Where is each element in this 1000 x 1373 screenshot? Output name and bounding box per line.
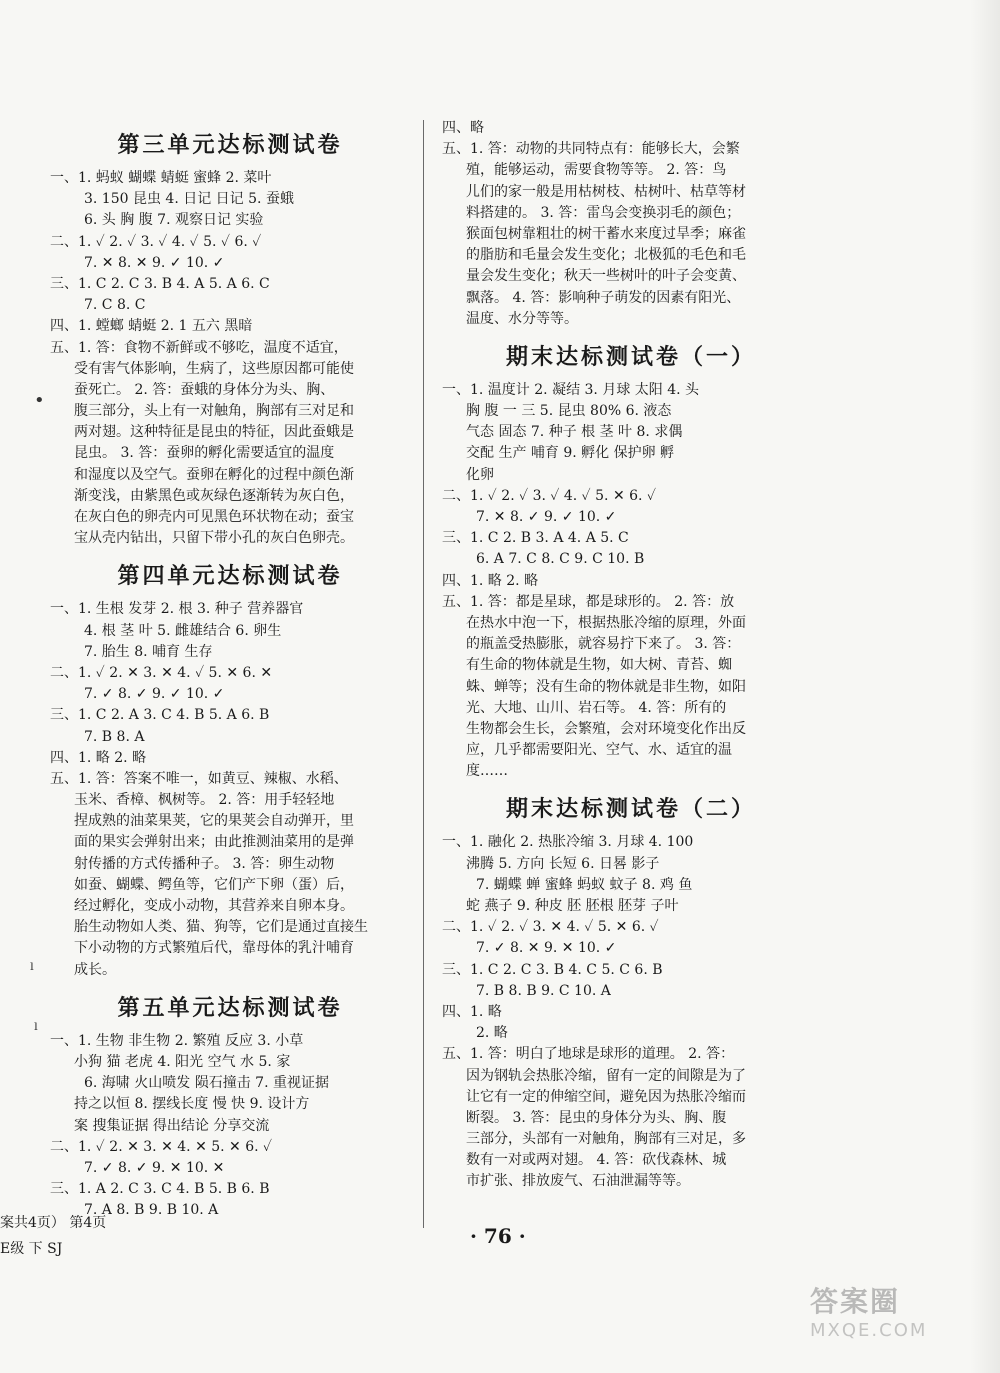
answer-line: 7. ✓ 8. ✓ 9. ✓ 10. ✓ <box>84 686 225 703</box>
answer-line: 殖，能够运动，需要食物等等。 2. 答：鸟 <box>466 162 727 179</box>
answer-line: 量会发生变化；秋天一些树叶的叶子会变黄、 <box>466 268 746 285</box>
answer-line: 四、1. 螳螂 蜻蜓 2. 1 五六 黑暗 <box>50 318 253 335</box>
answer-line: 三、1. A 2. C 3. C 4. B 5. B 6. B <box>50 1181 270 1198</box>
answer-line: 经过孵化，变成小动物，其营养来自卵本身。 <box>74 898 354 914</box>
answer-line: 五、1. 答：动物的共同特点有：能够长大，会繁 <box>442 141 740 158</box>
answer-line: 光、大地、山川、岩石等。 4. 答：所有的 <box>466 699 727 716</box>
answer-line: 四、1. 略 <box>442 1003 502 1020</box>
answer-line: 五、1. 答：都是星球，都是球形的。 2. 答：放 <box>442 593 735 610</box>
answer-line: 二、1. ✓ 2. ✓ 3. ✕ 4. ✓ 5. ✕ 6. ✓ <box>442 919 659 936</box>
answer-line: 猴面包树靠粗壮的树干蓄水来度过旱季；麻雀 <box>466 225 746 242</box>
answer-line: 的脂肪和毛量会发生变化；北极狐的毛色和毛 <box>466 247 746 264</box>
answer-line: 有生命的物体就是生物，如大树、青苔、蜘 <box>466 657 732 674</box>
answer-line: 气态 固态 7. 种子 根 茎 叶 8. 求偶 <box>466 424 683 441</box>
answer-line: 儿们的家一般是用枯树枝、枯树叶、枯草等材 <box>466 183 746 200</box>
answer-line: 交配 生产 哺育 9. 孵化 保护卵 孵 <box>466 445 675 462</box>
answer-line: 应，几乎都需要阳光、空气、水、适宜的温 <box>466 742 732 759</box>
page-edge-shadow <box>970 0 1000 1373</box>
answer-line: 7. C 8. C <box>84 297 146 314</box>
answer-line: 断裂。 3. 答：昆虫的身体分为头、胸、腹 <box>466 1109 727 1126</box>
answer-line: 面的果实会弹射出来；由此推测油菜用的是弹 <box>74 834 354 851</box>
watermark <box>810 1280 980 1350</box>
margin-mark: • <box>34 390 45 411</box>
answer-line: 三、1. C 2. C 3. B 4. C 5. C 6. B <box>442 961 663 978</box>
answer-line: 7. A 8. B 9. B 10. A <box>84 1202 219 1219</box>
footer-left-line2: E级 下 SJ <box>0 1241 63 1257</box>
answer-line: 7. B 8. A <box>84 728 145 745</box>
answer-line: 胸 腹 一 三 5. 昆虫 80% 6. 液态 <box>466 403 672 420</box>
answer-line: 在灰白色的卵壳内可见黑色环状物在动；蚕宝 <box>74 509 354 525</box>
answer-line: 五、1. 答：答案不唯一，如黄豆、辣椒、水稻、 <box>50 770 348 787</box>
answer-line: 宝从壳内钻出，只留下带小孔的灰白色卵壳。 <box>74 530 354 547</box>
section-title: 期末达标测试卷（二） <box>505 796 756 823</box>
answer-line: 沸腾 5. 方向 长短 6. 日晷 影子 <box>466 855 660 872</box>
answer-line: 两对翅。这种特征是昆虫的特征，因此蚕蛾是 <box>74 424 354 441</box>
answer-line: 二、1. ✓ 2. ✓ 3. ✓ 4. ✓ 5. ✕ 6. ✓ <box>442 487 656 504</box>
answer-line: 五、1. 答：食物不新鲜或不够吃，温度不适宜， <box>50 339 348 356</box>
answer-line: 射传播的方式传播种子。 3. 答：卵生动物 <box>74 855 335 872</box>
section-title: 期末达标测试卷（一） <box>505 343 756 370</box>
answer-line: 和湿度以及空气。蚕卵在孵化的过程中颜色渐 <box>74 466 354 483</box>
answer-line: 如蚕、蝴蝶、鳄鱼等，它们产下卵（蛋）后， <box>74 876 354 893</box>
answer-line: 下小动物的方式繁殖后代，靠母体的乳汁哺育 <box>74 940 354 957</box>
answer-line: 一、1. 融化 2. 热胀冷缩 3. 月球 4. 100 <box>442 834 694 851</box>
watermark-url: MXQE.COM <box>810 1320 928 1341</box>
section-title: 第五单元达标测试卷 <box>117 994 343 1021</box>
answer-line: 生物都会生长，会繁殖，会对环境变化作出反 <box>466 720 746 737</box>
answer-line: 三、1. C 2. A 3. C 4. B 5. A 6. B <box>50 707 270 724</box>
answer-line: 的瓶盖受热膨胀，就容易拧下来了。 3. 答： <box>466 636 741 653</box>
answer-line: 在热水中泡一下，根据热胀冷缩的原理，外面 <box>466 614 746 631</box>
answer-line: 腹三部分，头上有一对触角，胸部有三对足和 <box>74 403 354 420</box>
answer-line: 四、1. 略 2. 略 <box>442 572 539 589</box>
answer-line: 7. ✓ 8. ✓ 9. ✕ 10. ✕ <box>84 1159 225 1176</box>
watermark-logo-text: 答案圈 <box>810 1285 901 1318</box>
section-title: 第三单元达标测试卷 <box>117 132 343 158</box>
answer-line: 化卵 <box>466 466 494 483</box>
column-divider <box>423 120 424 1228</box>
answer-line: 蛇 燕子 9. 种皮 胚 胚根 胚芽 子叶 <box>466 898 679 914</box>
answer-line: 二、1. ✓ 2. ✕ 3. ✕ 4. ✓ 5. ✕ 6. ✕ <box>50 664 273 681</box>
answer-line: 蚕死亡。 2. 答：蚕蛾的身体分为头、胸、 <box>74 381 335 398</box>
answer-line: 料搭建的。 3. 答：雷鸟会变换羽毛的颜色； <box>466 204 741 221</box>
answer-line: 飘落。 4. 答：影响种子萌发的因素有阳光、 <box>466 289 741 306</box>
answer-line: 6. A 7. C 8. C 9. C 10. B <box>476 551 645 568</box>
answer-line: 五、1. 答：明白了地球是球形的道理。 2. 答： <box>442 1046 735 1063</box>
answer-line: 二、1. ✓ 2. ✓ 3. ✓ 4. ✓ 5. ✓ 6. ✓ <box>50 233 262 250</box>
answer-line: 持之以恒 8. 摆线长度 慢 快 9. 设计方 <box>74 1096 310 1113</box>
answer-line: 温度、水分等等。 <box>466 310 578 327</box>
answer-line: 6. 头 胸 腹 7. 观察日记 实验 <box>84 212 264 229</box>
answer-line: 让它有一定的伸缩空间，避免因为热胀冷缩而 <box>466 1088 746 1105</box>
answer-line: 案 搜集证据 得出结论 分享交流 <box>74 1117 270 1134</box>
left-column <box>50 118 410 1221</box>
footer-left-line1: 案共4页） 第4页 <box>0 1215 107 1231</box>
answer-line: 一、1. 温度计 2. 凝结 3. 月球 太阳 4. 头 <box>442 381 700 398</box>
answer-line: 昆虫。 3. 答：蚕卵的孵化需要适宜的温度 <box>74 445 335 462</box>
answer-line: 小狗 猫 老虎 4. 阳光 空气 水 5. 家 <box>74 1053 291 1070</box>
right-column <box>442 118 820 1193</box>
answer-line: 3. 150 昆虫 4. 日记 日记 5. 蚕蛾 <box>84 191 294 208</box>
answer-line: 受有害气体影响，生病了，这些原因都可能使 <box>74 360 354 377</box>
answer-line: 市扩张、排放废气、石油泄漏等等。 <box>466 1173 690 1190</box>
answer-line: 玉米、香樟、枫树等。 2. 答：用手轻轻地 <box>74 792 335 809</box>
answer-line: 一、1. 生根 发芽 2. 根 3. 种子 营养器官 <box>50 601 304 618</box>
answer-line: 6. 海啸 火山喷发 陨石撞击 7. 重视证据 <box>84 1075 329 1092</box>
answer-line: 成长。 <box>74 961 116 978</box>
answer-line: 三、1. C 2. B 3. A 4. A 5. C <box>442 530 629 547</box>
answer-line: 一、1. 生物 非生物 2. 繁殖 反应 3. 小草 <box>50 1032 304 1049</box>
answer-line: 7. ✕ 8. ✓ 9. ✓ 10. ✓ <box>476 509 617 525</box>
margin-mark: ˡ <box>34 1020 39 1041</box>
answer-line: 四、1. 略 2. 略 <box>50 749 147 766</box>
answer-line: 四、略 <box>442 120 484 136</box>
answer-line: 度…… <box>466 763 508 780</box>
answer-line: 二、1. ✓ 2. ✕ 3. ✕ 4. ✕ 5. ✕ 6. ✓ <box>50 1138 273 1155</box>
section-title: 第四单元达标测试卷 <box>117 563 343 590</box>
answer-line: 三、1. C 2. C 3. B 4. A 5. A 6. C <box>50 275 270 292</box>
page-number: · 76 · <box>470 1224 526 1248</box>
answer-line: 7. 胎生 8. 哺育 生存 <box>84 643 213 660</box>
answer-line: 7. 蝴蝶 蝉 蜜蜂 蚂蚁 蚊子 8. 鸡 鱼 <box>476 876 693 893</box>
answer-line: 4. 根 茎 叶 5. 雌雄结合 6. 卵生 <box>84 622 282 639</box>
answer-line: 渐变浅，由紫黑色或灰绿色逐渐转为灰白色， <box>74 487 354 504</box>
answer-line: 胎生动物如人类、猫、狗等，它们是通过直接生 <box>74 919 368 936</box>
answer-line: 数有一对或两对翅。 4. 答：砍伐森林、城 <box>466 1152 727 1169</box>
answer-line: 7. B 8. B 9. C 10. A <box>476 982 611 999</box>
answer-line: 捏成熟的油菜果荚，它的果荚会自动弹开，里 <box>74 813 354 830</box>
margin-mark: ˡ <box>30 960 35 981</box>
answer-line: 2. 略 <box>476 1025 508 1042</box>
answer-line: 三部分，头部有一对触角，胸部有三对足，多 <box>466 1131 746 1148</box>
answer-line: 因为钢轨会热胀冷缩，留有一定的间隙是为了 <box>466 1067 746 1084</box>
answer-line: 7. ✓ 8. ✕ 9. ✕ 10. ✓ <box>476 940 617 957</box>
answer-line: 蛛、蝉等；没有生命的物体就是非生物，如阳 <box>466 678 746 695</box>
answer-line: 一、1. 蚂蚁 蝴蝶 蜻蜓 蜜蜂 2. 菜叶 <box>50 170 272 186</box>
answer-line: 7. ✕ 8. ✕ 9. ✓ 10. ✓ <box>84 254 225 271</box>
